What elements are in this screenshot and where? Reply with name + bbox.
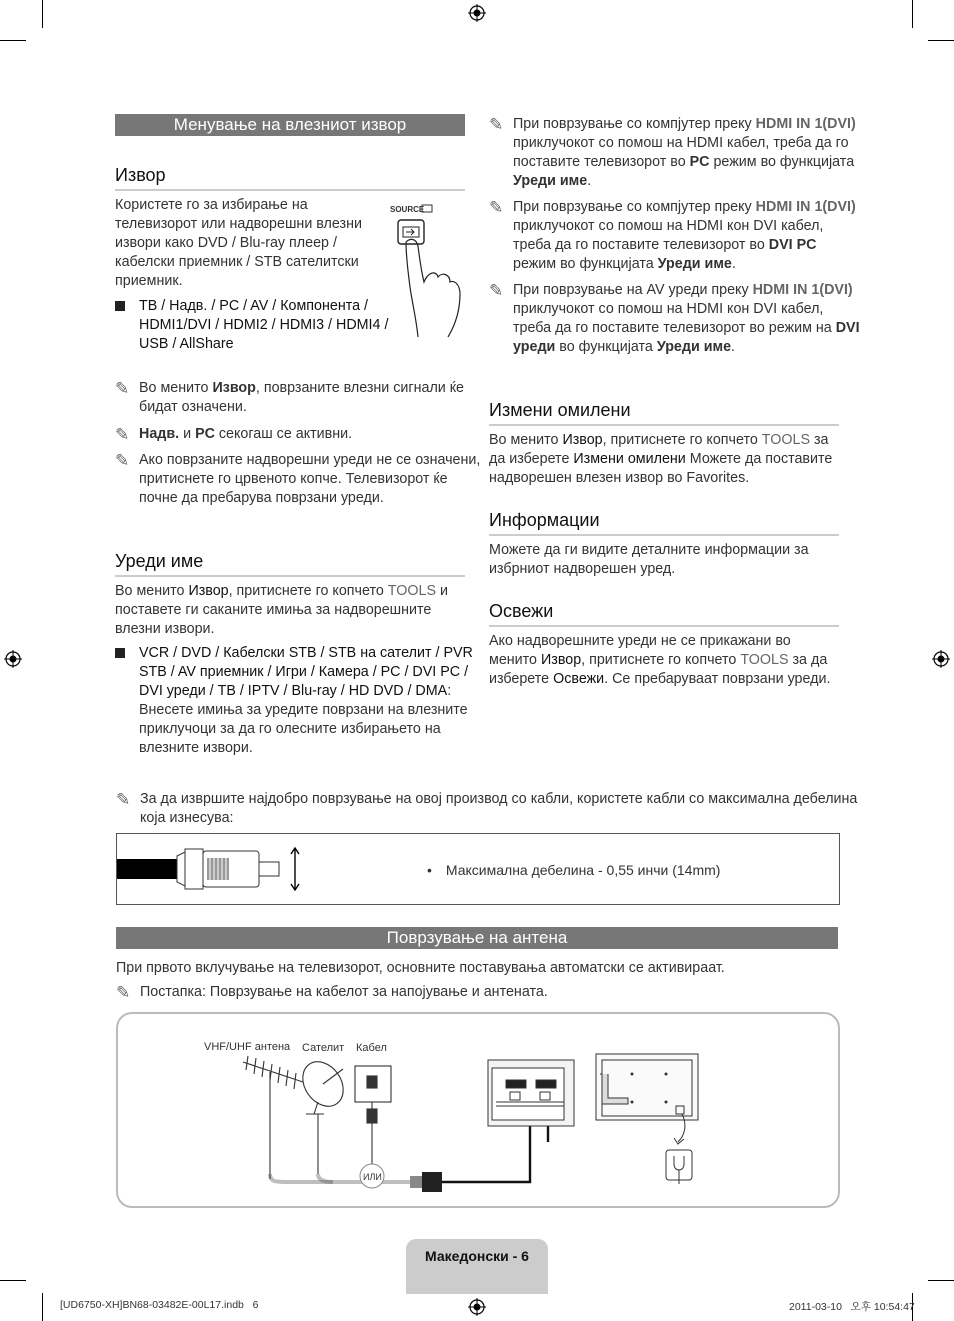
bullet-square-icon [115,301,125,311]
note-pencil-icon: ✎ [116,790,131,809]
izvor-source-list [115,297,404,354]
crop-mark [912,0,913,28]
registration-mark-icon [468,4,486,22]
label-cable: Кабел [356,1042,387,1054]
uredi-ime-text: Во менито Извор, притиснете го копчето TOOLS и поставете ги саканите имиња за надворешните влезни извори. [115,583,448,637]
footer-date: 2011-03-10 오후 10:54:47 [789,1301,915,1313]
cable-thickness-box [116,833,840,905]
cable-thickness-note: ✎ За да извршите најдобро поврзување на овој производ со кабли, користете кабли со максимална дебелина која изнесува: [116,790,858,826]
source-list-text: TB / Надв. / PC / AV / Компонента / HDMI1/DVI / HDMI2 / HDMI3 / HDMI4 / USB / AllShare [139,298,389,352]
izvor-note-3: ✎ Ако поврзаните надворешни уреди не се означени, притиснете го црвеното копче. Телевизорот ќе почне да пребарува поврзани уреди. [115,451,481,506]
registration-mark-icon [4,650,22,668]
tv-back-icon [596,1054,698,1184]
tv-input-panel-icon [488,1060,574,1126]
informacii-text: Можете да ги видите деталните информации за избрниот надворешен уред. [489,542,809,577]
izvor-intro: Користете го за избирање на телевизорот или надворешни влезни извори како DVD / Blu-ray плеер / кабелски приемник / STB сателитски приемник. [115,197,362,289]
registration-mark-icon [468,1298,486,1316]
izmeni-omileni-text: Во менито Извор, притиснете го копчето TOOLS за да изберете Измени омилени Можете да поставите надворешен влезен извор во Favorites. [489,432,833,486]
heading-izvor: Извор [115,165,465,191]
footer-file-name: [UD6750-XH]BN68-03482E-00L17.indb 6 [60,1299,259,1311]
crop-mark [42,0,43,28]
note-pencil-icon: ✎ [115,425,130,444]
osvezi-text: Ако надворешните уреди не се прикажани во менито Извор, притиснете го копчето TOOLS за да изберете Освежи. Се пребаруваат поврзани уреди. [489,633,831,687]
antenna-note: ✎ Постапка: Поврзување на кабелот за напојување и антената. [116,983,548,1002]
izvor-note-2: ✎ Надв. и PC секогаш се активни. [115,425,353,444]
right-note-1: ✎ При поврзување со компјутер преку HDMI IN 1(DVI) приклучокот со помош на HDMI кабел, треба да го поставите телевизорот во PC режим во функцијата Уреди име. [489,115,856,189]
antenna-plug-icon [410,1172,442,1192]
label-or: ИЛИ [363,1172,382,1182]
bullet-square-icon [115,648,125,658]
label-satellite: Сателит [302,1042,345,1054]
cable-plug-icon [117,834,317,904]
source-label: SOURCE [390,205,425,214]
antenna-intro: При првото вклучување на телевизорот, основните поставувања автоматски се активираат. [116,960,725,976]
page-label: Македонски - 6 [425,1248,529,1264]
note-pencil-icon: ✎ [489,115,504,134]
antenna-diagram-box [116,1012,840,1208]
right-note-3: ✎ При поврзување на AV уреди преку HDMI IN 1(DVI) приклучокот со помош на HDMI кон DVI кабел, треба да го поставите телевизорот во режим на DVI уреди во функцијата Уреди име. [489,281,860,355]
izvor-note-1: ✎ Во менито Извор, поврзаните влезни сигнали ќе бидат означени. [115,379,464,415]
crop-mark [0,1280,26,1281]
section-bar-change-input: Менување на влезниот извор [115,114,465,136]
cable-wall-socket-icon [355,1066,391,1174]
heading-informacii: Информации [489,510,839,536]
uredi-ime-device-list: VCR / DVD / Кабелски STB / STB на сателит / PVR STB / AV приемник / Игри / Камера / PC / DVI PC / DVI уреди / TB / IPTV / Blu-ray / HD DVD / DMA: Внесете имиња за уредите поврзани на влезните приклучоци за да го олесните избирањето на влезните извори. [115,644,484,758]
heading-osvezi: Освежи [489,601,839,627]
note-pencil-icon: ✎ [116,983,131,1002]
heading-izmeni-omileni: Измени омилени [489,400,839,426]
note-pencil-icon: ✎ [489,198,504,217]
note-pencil-icon: ✎ [489,281,504,300]
crop-mark [928,40,954,41]
crop-mark [0,40,26,41]
satellite-dish-icon [294,1054,351,1174]
right-note-2: ✎ При поврзување со компјутер преку HDMI IN 1(DVI) приклучокот со помош на HDMI кон DVI кабел, треба да го поставите телевизорот во DVI PC режим во функцијата Уреди име. [489,198,856,272]
registration-mark-icon [932,650,950,668]
crop-mark [928,1280,954,1281]
crop-mark [42,1293,43,1321]
note-pencil-icon: ✎ [115,451,130,470]
vhf-uhf-antenna-icon [243,1056,303,1179]
antenna-connection-diagram [118,1014,838,1206]
page-number-tab [406,1239,548,1294]
cable-max-thickness: • Максимална дебелина - 0,55 инчи (14mm) [427,862,721,878]
label-vhf-uhf: VHF/UHF антена [204,1041,291,1053]
note-pencil-icon: ✎ [115,379,130,398]
section-bar-antenna: Поврзување на антена [116,927,838,949]
heading-uredi-ime: Уреди име [115,551,465,577]
